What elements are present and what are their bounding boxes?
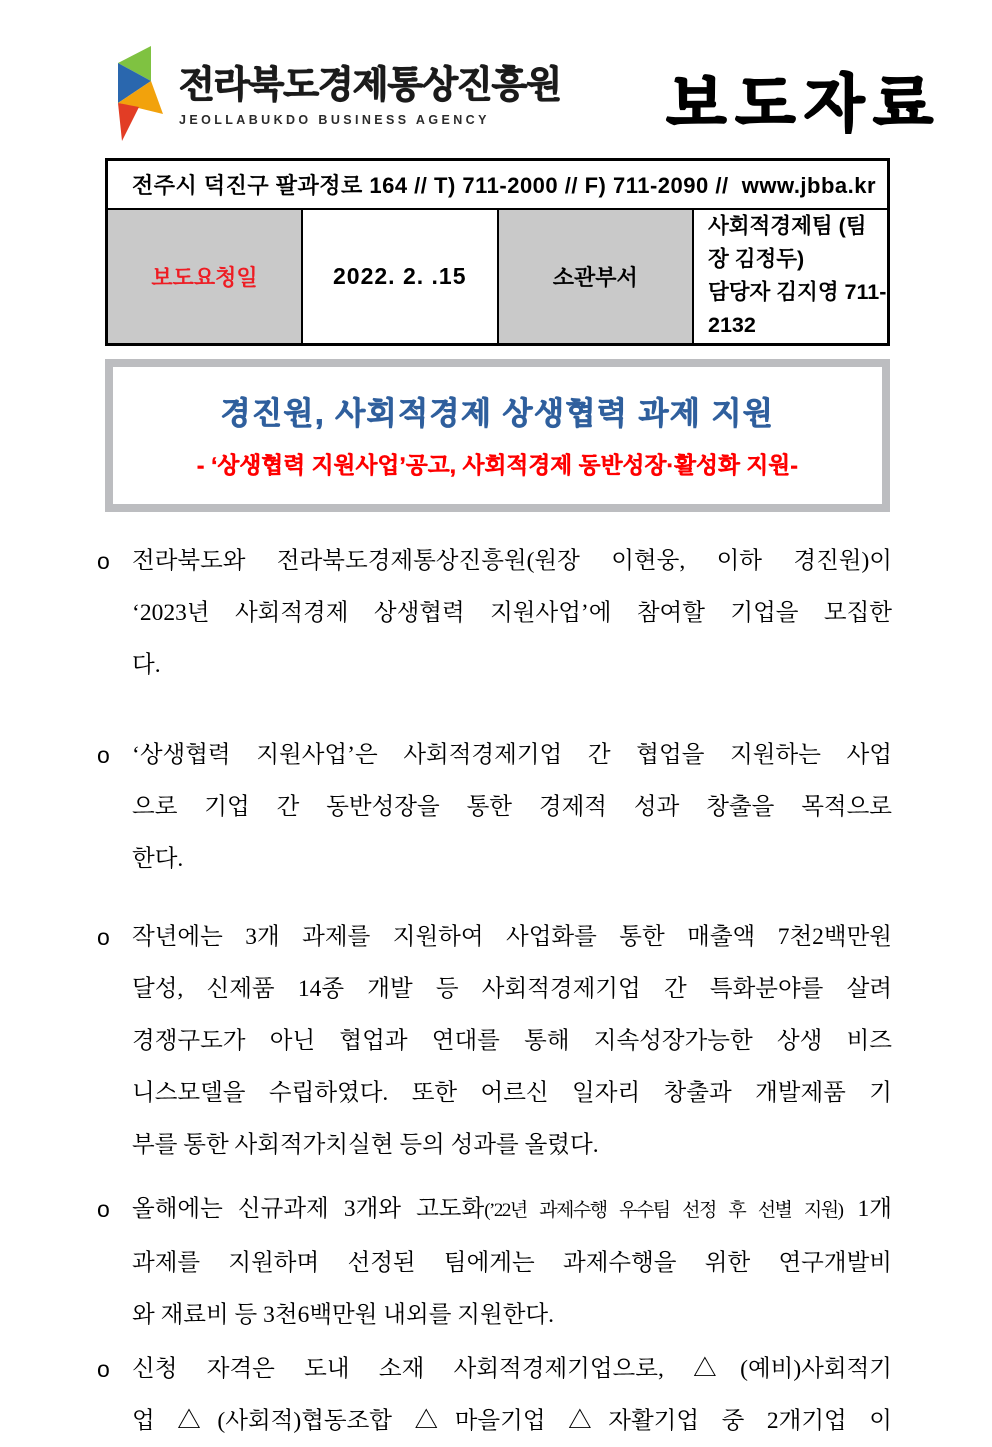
agency-name-korean: 전라북도경제통상진흥원 <box>179 64 562 106</box>
subtitle: - ‘상생협력 지원사업’공고, 사회적경제 동반성장·활성화 지원- <box>196 452 799 478</box>
request-date-value: 2022. 2. .15 <box>302 209 498 345</box>
paragraph-4-text <box>132 1183 892 1341</box>
body-line: 작년에는 3개 과제를 지원하여 사업화를 통한 매출액 7천2백만원 <box>132 923 892 950</box>
masthead <box>0 0 992 148</box>
paragraph-1-text <box>132 535 892 691</box>
request-date-label: 보도요청일 <box>107 209 303 345</box>
document-body <box>97 535 892 1447</box>
body-line: 으로 기업 간 동반성장을 통한 경제적 성과 창출을 목적으로 <box>132 793 892 820</box>
paragraph-2 <box>97 729 892 885</box>
body-line: 다. <box>132 651 161 678</box>
body-line: 신청 자격은 도내 소재 사회적경제기업으로, △(예비)사회적기 <box>132 1355 892 1382</box>
body-line: 업 △(사회적)협동조합 △마을기업 △자활기업 중 2개기업 이 <box>132 1407 892 1434</box>
press-meta-row <box>107 209 889 345</box>
paragraph-1 <box>97 535 892 691</box>
department-contact <box>693 209 889 345</box>
bullet-marker: o <box>97 1195 110 1222</box>
department-contact-person: 담당자 김지영 711-2132 <box>708 280 887 338</box>
body-line-segment-small: (’22년 과제수행 우수팀 선정 후 선별 지원) <box>484 1199 843 1221</box>
paragraph-5-text <box>132 1343 892 1447</box>
department-label: 소관부서 <box>498 209 694 345</box>
body-line: 니스모델을 수립하였다. 또한 어르신 일자리 창출과 개발제품 기 <box>132 1079 892 1106</box>
body-line: 와 재료비 등 3천6백만원 내외를 지원한다. <box>132 1301 554 1328</box>
agency-logo-text <box>179 65 561 127</box>
paragraph-3 <box>97 911 892 1171</box>
body-line: 달성, 신제품 14종 개발 등 사회적경제기업 간 특화분야를 살려 <box>132 975 892 1002</box>
body-line: 한다. <box>132 845 184 872</box>
department-team: 사회적경제팀 (팀장 김정두) <box>708 213 867 271</box>
body-line: ‘상생협력 지원사업’은 사회적경제기업 간 협업을 지원하는 사업 <box>132 741 892 768</box>
paragraph-2-text <box>132 729 892 885</box>
agency-logo-mark-icon <box>105 44 169 148</box>
agency-address: 전주시 덕진구 팔과정로 164 // T) 711-2000 // F) 711-2090 // www.jbba.kr <box>107 160 889 209</box>
paragraph-5 <box>97 1343 892 1447</box>
body-line-segment: 1개 <box>857 1195 892 1222</box>
body-line: 경쟁구도가 아닌 협업과 연대를 통해 지속성장가능한 상생 비즈 <box>132 1027 892 1054</box>
paragraph-4 <box>97 1183 892 1341</box>
headline: 경진원, 사회적경제 상생협력 과제 지원 <box>220 395 775 431</box>
headline-box <box>105 359 890 512</box>
contact-info-table <box>105 158 890 346</box>
body-line: 부를 통한 사회적가치실현 등의 성과를 올렸다. <box>132 1131 599 1158</box>
bullet-marker: o <box>97 741 110 768</box>
body-line: ‘2023년 사회적경제 상생협력 지원사업’에 참여할 기업을 모집한 <box>132 599 892 626</box>
body-line: 전라북도와 전라북도경제통상진흥원(원장 이현웅, 이하 경진원)이 <box>132 547 892 574</box>
bullet-marker: o <box>97 923 110 950</box>
press-release-title: 보도자료 <box>666 70 942 139</box>
body-line: 과제를 지원하며 선정된 팀에게는 과제수행을 위한 연구개발비 <box>132 1249 892 1276</box>
body-line-segment: 올해에는 신규과제 3개와 고도화 <box>132 1195 485 1222</box>
agency-name-english: JEOLLABUKDO BUSINESS AGENCY <box>179 112 490 127</box>
agency-logo <box>105 44 561 148</box>
bullet-marker: o <box>97 1355 110 1382</box>
bullet-marker: o <box>97 547 110 574</box>
address-row <box>107 160 889 209</box>
body-line-mixed <box>132 1183 892 1237</box>
paragraph-3-text <box>132 911 892 1171</box>
